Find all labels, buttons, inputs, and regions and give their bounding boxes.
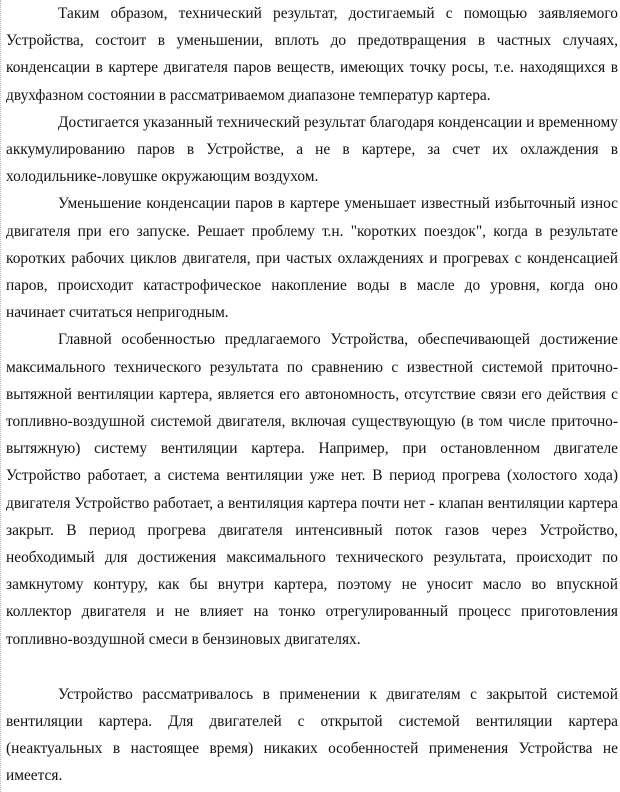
paragraph-spacer xyxy=(6,653,618,681)
paragraph-application: Устройство рассматривалось в применении к двигателям с закрытой системой вентиляции картера. Для двигателей с открытой системой вентиляции картера (неактуальных в настоящее время) никаких особенностей применения Устройства не имеется. xyxy=(6,685,618,785)
paragraph-technical-result: Таким образом, технический результат, достигаемый с помощью заявляемого Устройства, состоит в уменьшении, вплоть до предотвращения в частных случаях, конденсации в картере двигателя паров веществ, имеющих точку росы, т.е. находящихся в двухфазном состоянии в рассматриваемом диапазоне температур картера. xyxy=(6,5,618,104)
paragraph-how-achieved: Достигается указанный технический результат благодаря конденсации и временному аккумулированию паров в Устройстве, а не в картере, за счет их охлаждения в холодильнике-ловушке окружающим воздухом. xyxy=(6,113,618,186)
paragraph-wear-reduction: Уменьшение конденсации паров в картере уменьшает известный избыточный износ двигателя при его запуске. Решает проблему т.н. "коротких поездок", когда в результате коротких рабочих циклов двигателя, при частых охлаждениях и прогревах с конденсацией паров, происходит катастрофическое накопление воды в масле до уровня, когда оно начинает считаться непригодным. xyxy=(6,195,618,322)
paragraph-main-feature: Главной особенностью предлагаемого Устройства, обеспечивающей достижение максимального технического результата по сравнению с известной системой приточно-вытяжной вентиляции картера, является его автономность, отсутствие связи его действия с топливно-воздушной системой двигателя, включая существующую (в том числе приточно-вытяжную) систему вентиляции картера. Например, при остановленном двигателе Устройство работает, а система вентиляции уже нет. В период прогрева (холостого хода) двигателя Устройство работает, а вентиляция картера почти нет - клапан вентиляции картера закрыт. В период прогрева двигателя интенсивный поток газов через Устройство, необходимый для достижения максимального технического результата, происходит по замкнутому контуру, как бы внутри картера, поэтому не уносит масло во впускной коллектор двигателя и не влияет на тонко отрегулированный процесс приготовления топливно-воздушной смеси в бензиновых двигателях. xyxy=(6,331,618,648)
page-edge-divider xyxy=(0,0,1,792)
document-body xyxy=(6,0,618,790)
